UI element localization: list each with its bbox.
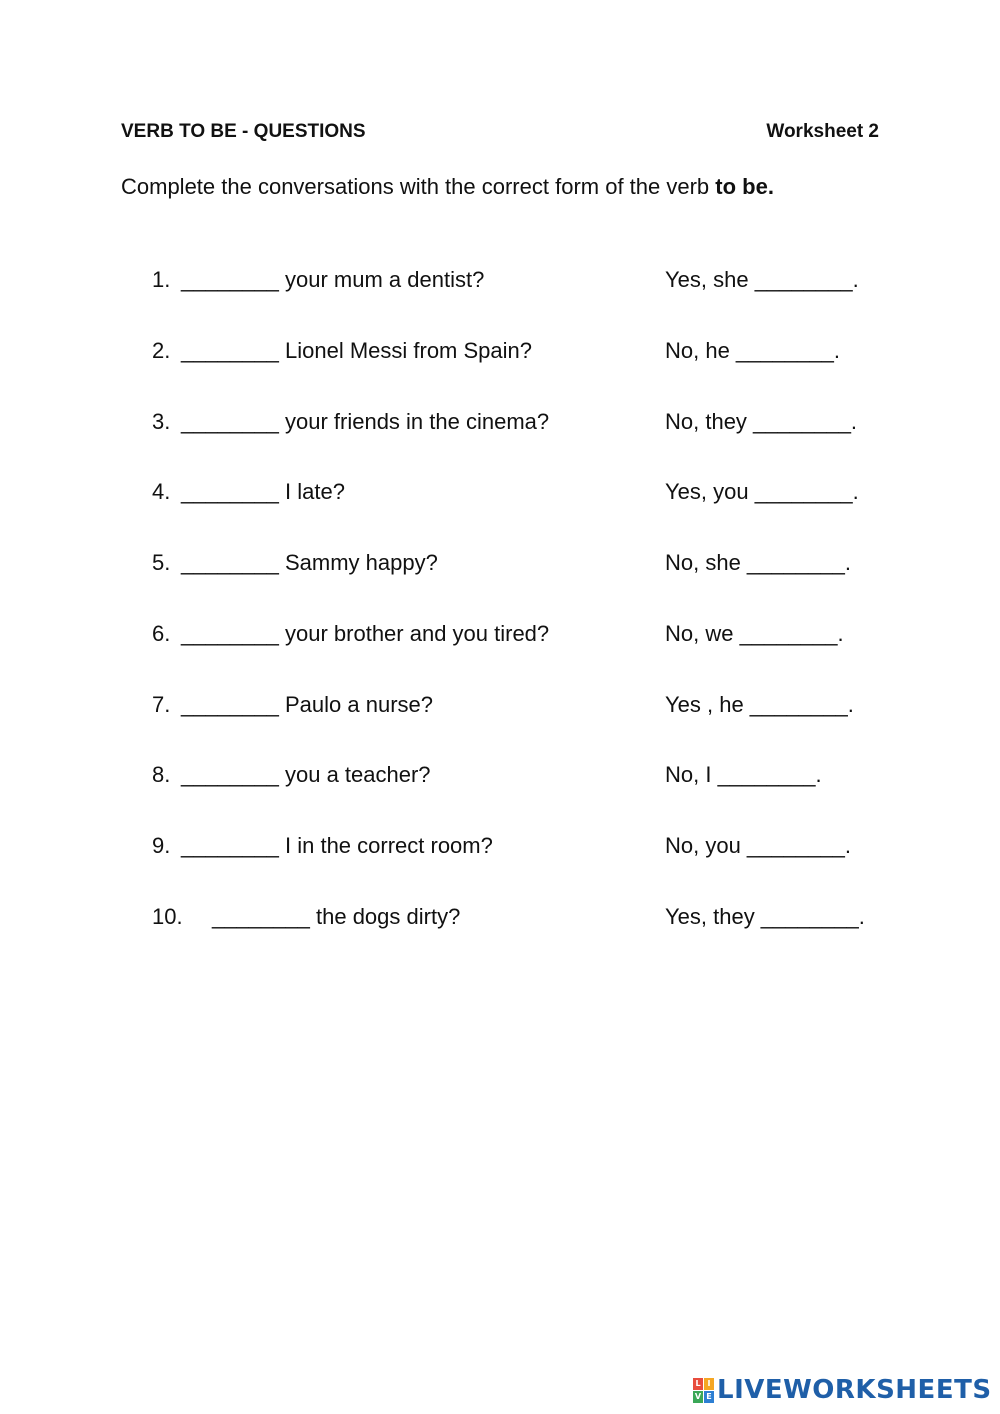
answer-text[interactable]: No, we ________. — [665, 621, 844, 646]
question-text[interactable]: ________ you a teacher? — [181, 762, 431, 787]
question-number: 9. — [152, 833, 171, 858]
worksheet-header — [121, 121, 879, 143]
question-row — [0, 409, 1000, 441]
question-row — [0, 692, 1000, 724]
answer-text[interactable]: No, they ________. — [665, 409, 858, 434]
liveworksheets-logo — [693, 1374, 992, 1406]
answer-text[interactable]: No, he ________. — [665, 338, 840, 363]
question-number: 3. — [152, 409, 171, 434]
instruction-text: Complete the conversations with the correct form of the verb — [121, 174, 716, 199]
question-row — [0, 550, 1000, 582]
question-row — [0, 479, 1000, 511]
question-number: 1. — [152, 267, 171, 292]
answer-text[interactable]: No, she ________. — [665, 550, 851, 575]
question-number: 5. — [152, 550, 171, 575]
worksheet-title: VERB TO BE - QUESTIONS — [121, 121, 366, 142]
question-number: 6. — [152, 621, 171, 646]
question-text[interactable]: ________ Sammy happy? — [181, 550, 438, 575]
question-number: 8. — [152, 762, 171, 787]
question-row — [0, 833, 1000, 865]
logo-icon-letter: L — [693, 1378, 703, 1390]
logo-icon-letter: E — [704, 1391, 714, 1403]
question-row — [0, 621, 1000, 653]
instruction — [121, 174, 774, 200]
question-text[interactable]: ________ your brother and you tired? — [181, 621, 550, 646]
answer-text[interactable]: Yes, they ________. — [665, 904, 865, 929]
answer-text[interactable]: No, you ________. — [665, 833, 851, 858]
question-row — [0, 338, 1000, 370]
answer-text[interactable]: Yes, you ________. — [665, 479, 859, 504]
question-text[interactable]: ________ Lionel Messi from Spain? — [181, 338, 533, 363]
instruction-bold: to be. — [715, 174, 774, 199]
question-row — [0, 267, 1000, 299]
answer-text[interactable]: Yes, she ________. — [665, 267, 859, 292]
answer-text[interactable]: Yes , he ________. — [665, 692, 854, 717]
question-text[interactable]: ________ I in the correct room? — [181, 833, 493, 858]
question-text[interactable]: ________ Paulo a nurse? — [181, 692, 433, 717]
worksheet-number: Worksheet 2 — [766, 121, 879, 142]
answer-text[interactable]: No, I ________. — [665, 762, 822, 787]
question-number: 7. — [152, 692, 171, 717]
question-text[interactable]: ________ your friends in the cinema? — [181, 409, 550, 434]
logo-icon-letter: I — [704, 1378, 714, 1390]
question-row — [0, 904, 1000, 936]
question-number: 10. — [152, 904, 183, 929]
question-text[interactable]: ________ the dogs dirty? — [212, 904, 461, 929]
liveworksheets-logo-text: LIVEWORKSHEETS — [717, 1375, 992, 1405]
logo-icon-letter: V — [694, 1392, 702, 1401]
question-number: 4. — [152, 479, 171, 504]
question-row — [0, 762, 1000, 794]
liveworksheets-logo-icon — [693, 1378, 713, 1402]
question-text[interactable]: ________ I late? — [181, 479, 345, 504]
question-number: 2. — [152, 338, 171, 363]
question-text[interactable]: ________ your mum a dentist? — [181, 267, 485, 292]
